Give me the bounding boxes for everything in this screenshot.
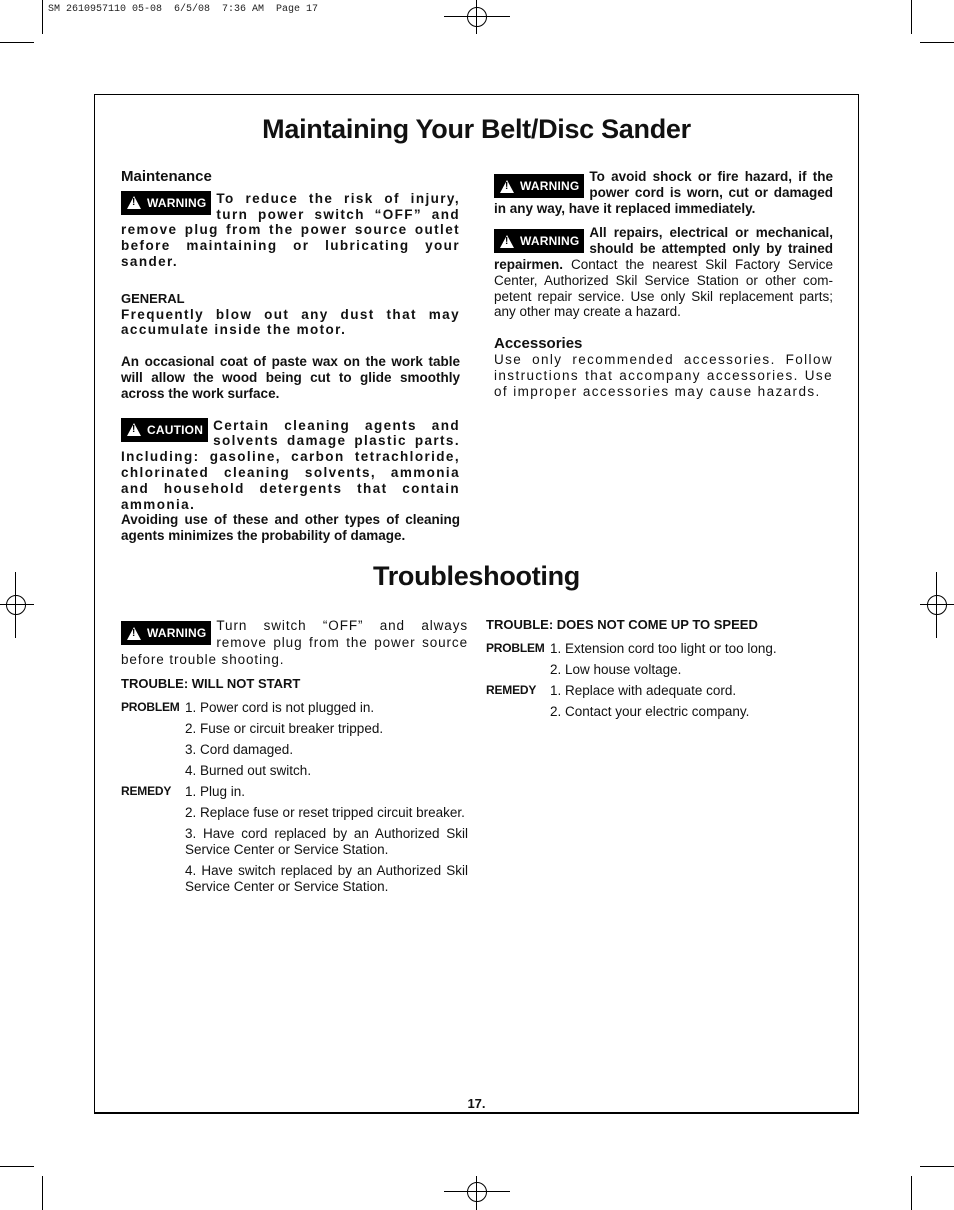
remedy-label: REMEDY: [121, 783, 172, 798]
maintenance-section: [121, 169, 460, 544]
crop-mark: [911, 1176, 912, 1210]
list-item: 1. Extension cord too light or too long.: [550, 640, 777, 656]
remedy-row: [486, 683, 833, 699]
accessories-heading: Accessories: [494, 335, 583, 353]
trouble-heading: TROUBLE: DOES NOT COME UP TO SPEED: [486, 617, 758, 632]
problem-row: [486, 641, 833, 657]
crop-mark: [0, 42, 34, 43]
warning-badge: ! WARNING: [121, 621, 211, 645]
list-item: 1. Plug in.: [185, 783, 246, 799]
problem-row: [121, 763, 468, 779]
warning-triangle-icon: !: [127, 627, 141, 640]
remedy-row: [121, 826, 468, 858]
warning-text: To reduce the risk of injury, turn power switch “OFF” and remove plug from the power source outlet before maintaining or lubricating your sander.: [121, 190, 460, 269]
crop-mark: [42, 0, 43, 34]
page-title: Maintaining Your Belt/Disc Sander: [262, 114, 691, 144]
warning-triangle-icon: !: [500, 180, 514, 193]
warning-block: [494, 225, 833, 320]
list-item: 2. Contact your electric company.: [550, 703, 750, 719]
remedy-row: [121, 805, 468, 821]
crop-mark: [42, 1176, 43, 1210]
warning-detail-text: Contact the nearest Skil Factory Service Center, Authorized Skil Service Station or other com-petent repair service. Use only Skil replacement parts; any other may create a hazard.: [494, 256, 833, 320]
warning-badge: ! WARNING: [121, 191, 211, 215]
warning-text: To avoid shock or fire hazard, if the power cord is worn, cut or damaged in any way, have it replaced immediately.: [494, 169, 833, 216]
list-item: 1. Replace with adequate cord.: [550, 682, 737, 698]
list-item: 4. Have switch replaced by an Authorized Skil Service Center or Service Station.: [185, 862, 468, 894]
list-item: 2. Replace fuse or reset tripped circuit breaker.: [185, 804, 465, 820]
problem-label: PROBLEM: [121, 699, 180, 714]
crop-mark: [920, 1166, 954, 1167]
list-item: 3. Cord damaged.: [185, 741, 294, 757]
troubleshooting-title: Troubleshooting: [373, 561, 580, 591]
list-item: 2. Low house voltage.: [550, 661, 682, 677]
caution-text-tail: Avoiding use of these and other types of cleaning agents minimizes the probability of damage.: [121, 512, 460, 544]
page-number: 17.: [467, 1096, 486, 1111]
remedy-row: [121, 863, 468, 895]
caution-badge: ! CAUTION: [121, 418, 208, 442]
general-text: Frequently blow out any dust that may accumulate inside the motor.: [121, 306, 460, 338]
problem-label: PROBLEM: [486, 640, 545, 655]
trouble-not-up-to-speed: [486, 617, 833, 720]
general-heading: GENERAL: [121, 290, 185, 306]
warning-badge: ! WARNING: [494, 229, 584, 253]
warning-text: Turn switch “OFF” and always remove plug from the power source before trouble shooting.: [121, 618, 468, 667]
crop-mark: [911, 0, 912, 34]
problem-row: [486, 662, 833, 678]
remedy-row: [121, 784, 468, 800]
list-item: 4. Burned out switch.: [185, 762, 312, 778]
caution-block: [121, 418, 460, 544]
warning-block: [121, 617, 468, 668]
warning-text: All repairs, electrical or mechanical, should be attempted only by trained repairmen.: [494, 225, 833, 272]
warning-badge: ! WARNING: [494, 174, 584, 198]
warning-triangle-icon: !: [500, 235, 514, 248]
caution-triangle-icon: !: [127, 423, 141, 436]
right-maintenance-column: [494, 169, 833, 399]
remedy-row: [486, 704, 833, 720]
crop-mark: [920, 42, 954, 43]
caution-text: Certain cleaning agents and solvents damage plastic parts. Including: gasoline, carbon tetrachloride, chlorinated cleaning solvents, ammonia and household detergents that contain ammonia.: [121, 417, 460, 512]
crop-mark: [0, 1166, 34, 1167]
problem-row: [121, 721, 468, 737]
accessories-text: Use only recommended accessories. Follow instructions that accompany accessories. Use of improper accessories may cause hazards.: [494, 351, 833, 399]
print-slug: SM 2610957110 05-08 6/5/08 7:36 AM Page 17: [48, 4, 319, 15]
trouble-heading: TROUBLE: WILL NOT START: [121, 676, 301, 691]
problem-row: [121, 742, 468, 758]
warning-block: [494, 169, 833, 216]
remedy-label: REMEDY: [486, 682, 537, 697]
warning-triangle-icon: !: [127, 196, 141, 209]
list-item: 1. Power cord is not plugged in.: [185, 699, 375, 715]
warning-block: [121, 191, 460, 270]
maintenance-heading: Maintenance: [121, 168, 212, 185]
list-item: 2. Fuse or circuit breaker tripped.: [185, 720, 384, 736]
trouble-will-not-start: [121, 617, 468, 895]
list-item: 3. Have cord replaced by an Authorized Skil Service Center or Service Station.: [185, 825, 468, 857]
problem-row: [121, 700, 468, 716]
paste-wax-text: An occasional coat of paste wax on the work table will allow the wood being cut to glide smoothly across the work surface.: [121, 354, 460, 401]
